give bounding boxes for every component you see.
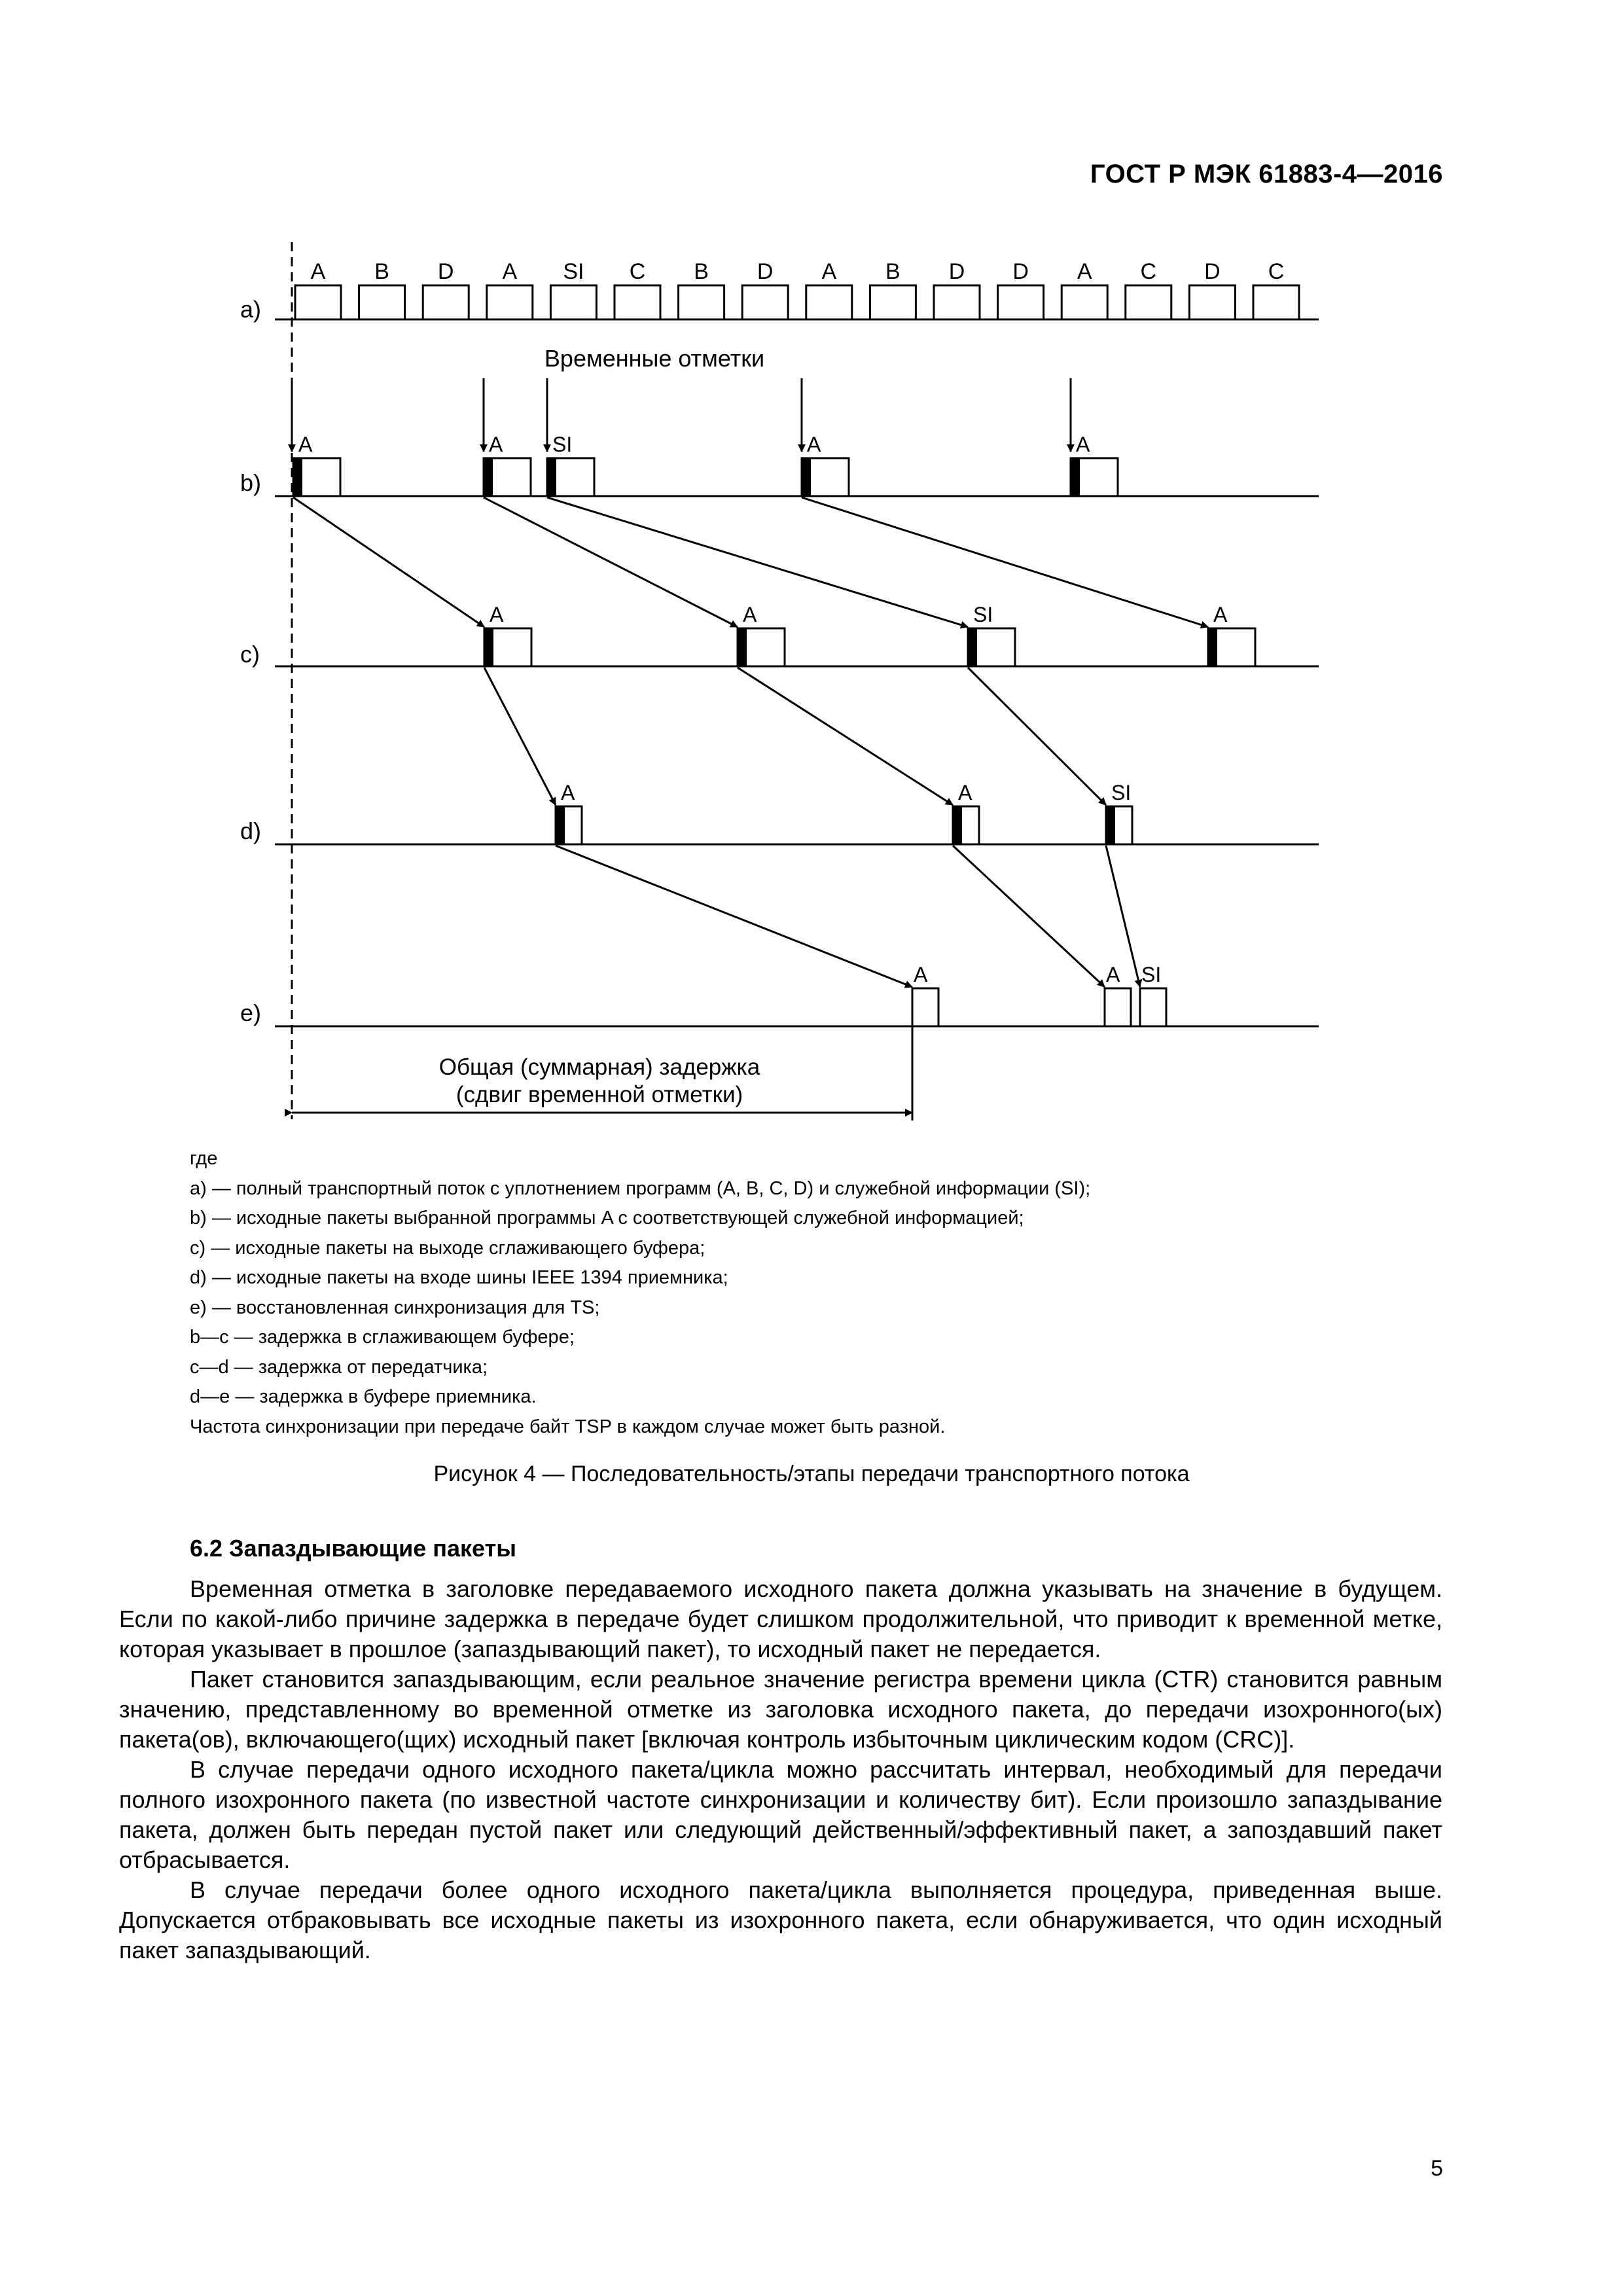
- timestamp-bar-b-3: [802, 458, 811, 496]
- packet-a-0: [295, 285, 341, 319]
- packet-b-label-1: A: [489, 433, 503, 456]
- packet-a-14: [1189, 285, 1235, 319]
- packet-a-label-6: B: [694, 259, 709, 284]
- timestamp-bar-c-1: [738, 628, 747, 666]
- packet-a-6: [679, 285, 724, 319]
- packet-a-label-7: D: [757, 259, 774, 284]
- figure-caption: Рисунок 4 — Последовательность/этапы передачи транспортного потока: [433, 1462, 1190, 1486]
- delay-arrow-de-1: [953, 846, 1105, 987]
- row-label-b: b): [240, 469, 262, 496]
- packet-d-label-2: SI: [1111, 781, 1132, 804]
- timestamp-bar-d-0: [556, 806, 565, 844]
- total-delay-label-2: (сдвиг временной отметки): [455, 1082, 743, 1107]
- packet-a-4: [550, 285, 596, 319]
- packet-d-label-1: A: [958, 781, 972, 804]
- packet-a-label-9: B: [885, 259, 901, 284]
- packet-a-label-3: A: [502, 259, 518, 284]
- row-label-a: a): [240, 296, 262, 323]
- packet-c-label-2: SI: [973, 603, 993, 626]
- packet-a-label-10: D: [948, 259, 965, 284]
- timestamp-bar-b-4: [1071, 458, 1080, 496]
- paragraph-4: В случае передачи более одного исходного пакета/цикла выполняется процедура, приведенная выше. Допускается отбраковывать все исходные пакеты из изохронного пакета, если обнаруживается, что один исходный пакет запаздывающий.: [119, 1876, 1442, 1964]
- row-label-e: e): [240, 999, 262, 1026]
- packet-e-label-2: SI: [1141, 963, 1162, 986]
- packet-a-3: [487, 285, 533, 319]
- section-body: [119, 1574, 1442, 1965]
- packet-c-label-0: A: [490, 603, 504, 626]
- packet-c-label-3: A: [1213, 603, 1228, 626]
- packet-a-15: [1253, 285, 1299, 319]
- legend-item-c-d: c—d — задержка от передатчика;: [190, 1356, 488, 1378]
- legend-item-d: d) — исходные пакеты на входе шины IEEE 1394 приемника;: [190, 1267, 728, 1288]
- row-label-c: c): [240, 641, 260, 668]
- timestamp-bar-d-2: [1106, 806, 1115, 844]
- packet-e-2: [1140, 988, 1166, 1026]
- timestamp-bar-d-1: [953, 806, 962, 844]
- legend-item-d-e: d—e — задержка в буфере приемника.: [190, 1386, 537, 1407]
- packet-a-label-11: D: [1012, 259, 1029, 284]
- packet-a-1: [359, 285, 405, 319]
- packet-a-2: [423, 285, 469, 319]
- packet-a-9: [870, 285, 916, 319]
- timestamp-bar-b-0: [293, 458, 302, 496]
- timestamp-bar-c-0: [484, 628, 493, 666]
- timestamp-bar-c-3: [1208, 628, 1217, 666]
- packet-a-label-0: A: [310, 259, 326, 284]
- packet-b-label-4: A: [1076, 433, 1090, 456]
- timestamp-bar-b-2: [547, 458, 556, 496]
- delay-arrow-bc-0: [293, 497, 484, 627]
- packet-e-1: [1105, 988, 1131, 1026]
- page-number: 5: [1431, 2156, 1443, 2181]
- packet-a-label-8: A: [821, 259, 837, 284]
- packet-a-label-1: B: [374, 259, 389, 284]
- packet-a-11: [998, 285, 1044, 319]
- packet-a-label-2: D: [437, 259, 454, 284]
- packet-a-label-4: SI: [563, 259, 584, 284]
- legend-item-e: e) — восстановленная синхронизация для TS;: [190, 1297, 600, 1318]
- delay-arrow-bc-3: [802, 497, 1208, 627]
- delay-arrow-de-0: [556, 846, 912, 987]
- packet-a-label-13: C: [1140, 259, 1157, 284]
- standard-code: ГОСТ Р МЭК 61883-4—2016: [1090, 160, 1443, 188]
- packet-d-label-0: A: [561, 781, 575, 804]
- figure-legend: [190, 1144, 1466, 1442]
- packet-e-label-0: A: [914, 963, 928, 986]
- paragraph-3: В случае передачи одного исходного пакета/цикла можно рассчитать интервал, необходимый для передачи полного изохронного пакета (по известной частоте синхронизации и количеству бит). Если произошло запаздывание пакета, должен быть передан пустой пакет или следующий действенный/эффективный пакет, а запоздавший пакет отбрасывается.: [119, 1756, 1442, 1873]
- packet-a-5: [615, 285, 660, 319]
- packet-c-label-1: A: [743, 603, 757, 626]
- packet-b-label-0: A: [298, 433, 313, 456]
- legend-item-b-c: b—c — задержка в сглаживающем буфере;: [190, 1327, 575, 1348]
- paragraph-2: Пакет становится запаздывающим, если реальное значение регистра времени цикла (CTR) становится равным значению, представленному во временной отметке из заголовка исходного пакета, до передачи изохронного(ых) пакета(ов), включающего(щих) исходный пакет [включая контроль избыточным циклическим кодом (CRC)].: [119, 1666, 1442, 1753]
- timestamp-bar-c-2: [968, 628, 977, 666]
- packet-a-label-14: D: [1204, 259, 1221, 284]
- packet-e-label-1: A: [1106, 963, 1120, 986]
- packet-a-label-5: C: [629, 259, 646, 284]
- packet-a-8: [806, 285, 852, 319]
- total-delay-label-1: Общая (суммарная) задержка: [438, 1054, 760, 1080]
- packet-a-label-12: A: [1077, 259, 1092, 284]
- packet-a-12: [1061, 285, 1107, 319]
- packet-e-0: [912, 988, 938, 1026]
- legend-note: Частота синхронизации при передаче байт TSP в каждом случае может быть разной.: [190, 1416, 946, 1437]
- paragraph-1: Временная отметка в заголовке передаваемого исходного пакета должна указывать на значение в будущем. Если по какой-либо причине задержка в передаче будет слишком продолжительной, что приводит к временной метке, которая указывает в прошлое (запаздывающий пакет), то исходный пакет не передается.: [119, 1575, 1442, 1662]
- packet-a-label-15: C: [1268, 259, 1285, 284]
- timestamps-label: Временные отметки: [544, 345, 765, 372]
- timestamp-bar-b-1: [484, 458, 493, 496]
- packet-a-7: [742, 285, 788, 319]
- legend-item-c: c) — исходные пакеты на выходе сглаживающего буфера;: [190, 1237, 705, 1259]
- legend-item-b: b) — исходные пакеты выбранной программы A с соответствующей служебной информацией;: [190, 1208, 1024, 1229]
- packet-a-13: [1126, 285, 1171, 319]
- packet-b-label-2: SI: [552, 433, 573, 456]
- delay-arrow-cd-1: [738, 668, 953, 805]
- legend-intro: где: [190, 1148, 218, 1169]
- delay-arrow-cd-0: [484, 668, 556, 805]
- delay-arrow-cd-2: [968, 668, 1106, 805]
- packet-b-label-3: A: [807, 433, 821, 456]
- legend-item-a: a) — полный транспортный поток с уплотнением программ (A, B, C, D) и служебной информации (SI);: [190, 1177, 1091, 1199]
- row-label-d: d): [240, 817, 262, 844]
- section-title: 6.2 Запаздывающие пакеты: [190, 1535, 516, 1562]
- packet-a-10: [934, 285, 980, 319]
